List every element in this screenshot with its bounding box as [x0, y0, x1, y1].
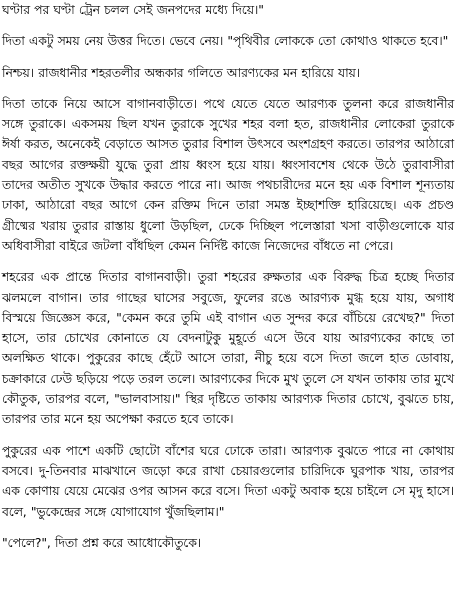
paragraph-garden: শহরের এক প্রান্তে দিতার বাগানবাড়ী। তুরা শহরের রুক্ষতার এক বিরুদ্ধ চিত্র হচ্ছে দিতার ঝলমলে বাগান। তার গাছের ঘাসের সবুজে, ফুলের রঙে আরণ্যক মুগ্ধ হয়ে যায়, অগাধ বিস্ময়ে জিজ্ঞেস করে, "কেমন করে তুমি এই বাগান এত সুন্দর করে বাঁচিয়ে রেখেছ?" দিতা হাসে, তার চোখের কোনাতে যে বেদনাটুকু মুহূর্তে এসে উবে যায় আরণ্যকের কাছে তা অলক্ষিত থাকে। পুকুরের কাছে হেঁটে আসে তারা, নীচু হয়ে বসে দিতা জলে হাত ডোবায়, চক্রাকারে ঢেউ ছড়িয়ে পড়ে তরল তলে। আরণ্যকের দিকে মুখ তুলে সে যখন তাকায় তার মুখে কৌতুক, তারপর বলে, "ভালবাসায়।" স্থির দৃষ্টিতে তাকায় আরণ্যক দিতার চোখে, বুঝতে চায়, তারপর তার মনে হয় অপেক্ষা করতে হবে তাকে। — [2, 269, 454, 427]
paragraph-question: "পেলে?", দিতা প্রশ্ন করে আধোকৌতুকে। — [2, 534, 202, 550]
paragraph-bamboo-house: পুকুরের এক পাশে একটি ছোটো বাঁশের ঘরে ঢোকে তারা। আরণ্যক বুঝতে পারে না কোথায় বসবে। দু-তিনবার মাঝখানে জড়ো করে রাখা চেয়ারগুলোর চারিদিকে ঘুরপাক খায়, তারপর এক কোণায় যেয়ে মেঝের ওপর আসন করে বসে। দিতা একটু অবাক হয়ে চাইলে সে মৃদু হাসে। বলে, "ভুকেন্দ্রের সঙ্গে যোগাযোগ খুঁজছিলাম।" — [2, 442, 454, 519]
paragraph-train-journey: ঘণ্টার পর ঘণ্টা ট্রেন চলল সেই জনপদের মধ্যে দিয়ে।" — [2, 2, 264, 17]
paragraph-dita-answer: দিতা একটু সময় নেয় উত্তর দিতে। ভেবে নেয়। "পৃথিবীর লোককে তো কোথাও থাকতে হবে।" — [2, 33, 449, 49]
paragraph-capital-alleys: নিশ্চয়। রাজধানীর শহরতলীর অন্ধকার গলিতে আরণ্যকের মন হারিয়ে যায়। — [2, 64, 360, 80]
document-page — [2, 0, 454, 564]
paragraph-tura-history: দিতা তাকে নিয়ে আসে বাগানবাড়ীতে। পথে যেতে যেতে আরণ্যক তুলনা করে রাজধানীর সঙ্গে তুরাকে। একসময় ছিল যখন তুরাকে সুখের শহর বলা হত, রাজধানীর লোকেরা তুরাকে ঈর্ষা করত, অনেকেই বেড়াতে আসত তুরার বিশাল উৎসবে অংশগ্রহণ করতে। তারপর আঠারো বছর আগের রক্তক্ষয়ী যুদ্ধে তুরা প্রায় ধ্বংস হয়ে যায়। ধ্বংসাবশেষ থেকে উঠে তুরাবাসীরা তাদের অতীত সুখকে উদ্ধার করতে পারে না। আজ পথচারীদের মনে হয় এক বিশাল শূন্যতায় ঢাকা, আঠারো বছর আগে কেন রক্তিম দিনে তারা সমস্ত ইচ্ছাশক্তি হারিয়েছে। এক প্রচণ্ড গ্রীষ্মের খরায় তুরার রাস্তায় ধুলো উড়ছিল, ঢেকে দিচ্ছিল পলেস্তারা খসা বাড়ীগুলোকে যার অধিবাসীরা বাইরে জটলা বাঁধছিল কেমন নির্দিষ্ট কাজে নিজেদের বাঁধতে না পেরে। — [2, 95, 454, 253]
